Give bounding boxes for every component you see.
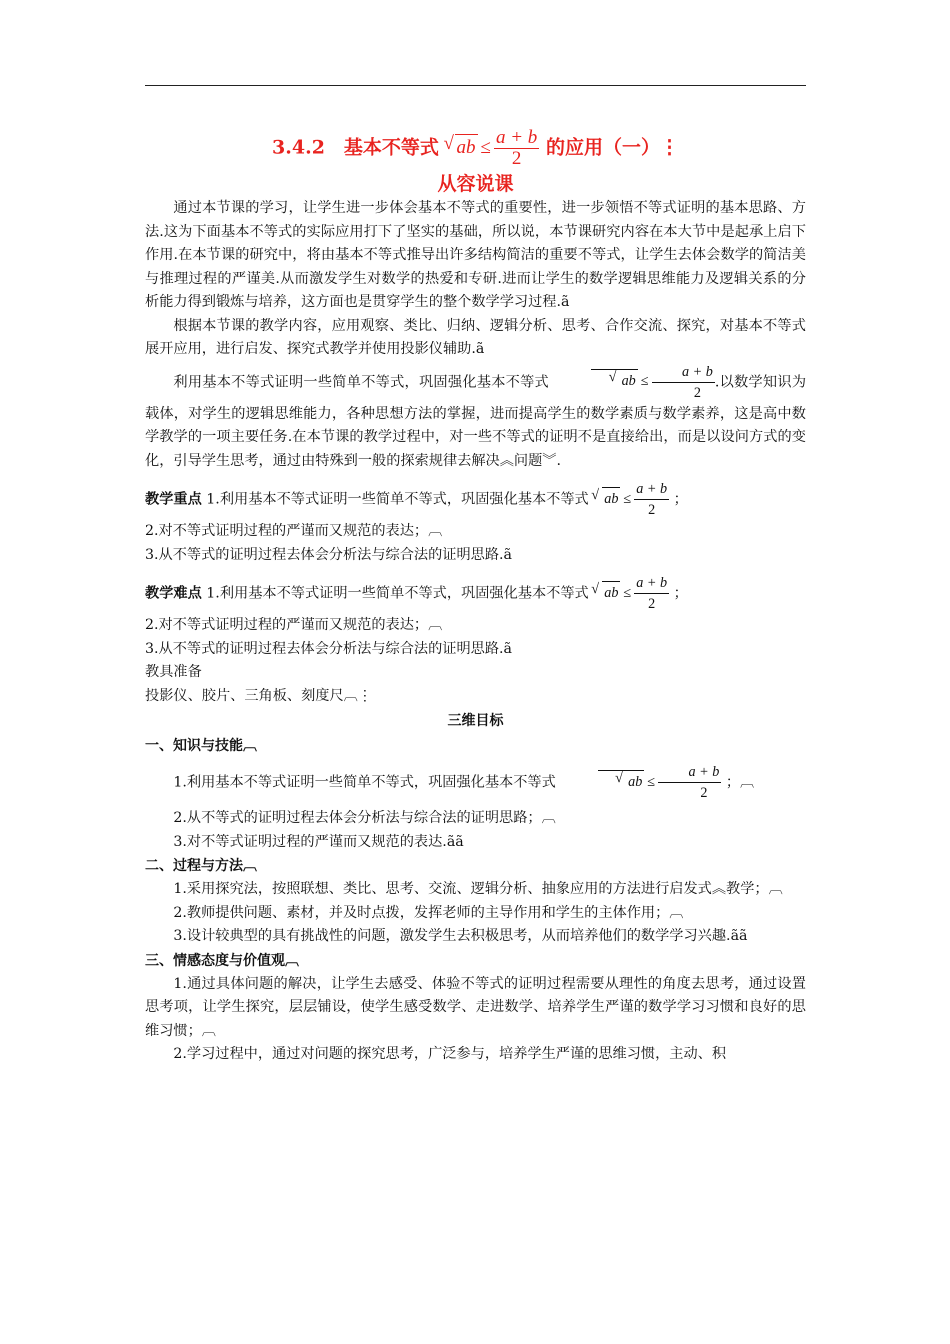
goals-section-1-title: 一、知识与技能︹ <box>145 738 257 754</box>
difficult-points-label: 教学难点 <box>145 585 202 602</box>
goals-s1-item-2: 2.从不等式的证明过程去体会分析法与综合法的证明思路；︹ <box>173 810 556 826</box>
key-points-item-2: 2.对不等式证明过程的严谨而又规范的表达；︹ <box>145 523 443 539</box>
goals-section-2-title: 二、过程与方法︹ <box>145 858 257 874</box>
difficult-points-item-2: 2.对不等式证明过程的严谨而又规范的表达；︹ <box>145 617 443 633</box>
goals-s2-item-2: 2.教师提供问题、素材，并及时点拨，发挥老师的主导作用和学生的主体作用；︹ <box>173 904 684 921</box>
intro-paragraph-2: 根据本节课的教学内容，应用观察、类比、归纳、逻辑分析、思考、合作交流、探究，对基本不等式展开应用，进行启发、探究式教学并使用投影仪辅助.ã <box>145 317 806 357</box>
goals-s3-item-1: 1.通过具体问题的解决，让学生去感受、体验不等式的证明过程需要从理性的角度去思考，通过设置思考项，让学生探究，层层铺设，使学生感受数学、走进数学、培养学生严谨的数学学习习惯和良好的思维习惯；︹ <box>145 975 806 1039</box>
tools-heading: 教具准备 <box>145 664 202 680</box>
tools-list: 投影仪、胶片、三角板、刻度尺︹⋮ <box>145 687 373 704</box>
page-title <box>145 128 806 197</box>
difficult-points-item-3: 3.从不等式的证明过程去体会分析法与综合法的证明思路.ã <box>145 640 513 657</box>
title-prefix: 3.4.2 基本不等式 <box>272 136 439 159</box>
inline-formula: √ ab ≤ $\frac{a + b}{2}$ <box>554 362 715 403</box>
intro-paragraph-1: 通过本节课的学习，让学生进一步体会基本不等式的重要性，进一步领悟不等式证明的基本思路、方法.这为下面基本不等式的实际应用打下了坚实的基础，所以说，本节课研究内容在本大节中是起承上启下作用.在本节课的研究中，将由基本不等式推导出许多结构简洁的重要不等式，让学生去体会数学的简洁美与推理过程的严谨美.从而激发学生对数学的热爱和专研.进而让学生的数学逻辑思维能力及逻辑关系的分析能力得到锻炼与培养，这方面也是贯穿学生的整个数学学习过程.ã <box>145 200 806 310</box>
goals-heading: 三维目标 <box>447 713 504 729</box>
goals-s1-item-3: 3.对不等式证明过程的严谨而又规范的表达.ãã <box>173 833 464 850</box>
title-subtitle: 从容说课 <box>437 173 514 195</box>
intro-paragraph-3: 利用基本不等式证明一些简单不等式，巩固强化基本不等式 √ ab ≤ $\frac{a + b}{2}$ .以数学知识为载体，对学生的逻辑思维能力，各种思想方法的掌握，进而提高学生的数学素质与数学素养，这是高中数学教学的一项主要任务.在本节课的教学过程中，对一些不等式的证明不是直接给出，而是以设问方式的变化，引导学生思考，通过由特殊到一般的探索规律去解决︽问题︾. <box>145 362 806 474</box>
difficult-points-item-1: 教学难点 1.利用基本不等式证明一些简单不等式，巩固强化基本不等式 √ ab ≤ $\frac{a + b}{2}$ ； <box>145 573 806 614</box>
document-page <box>145 128 806 1067</box>
header-rule <box>145 85 806 86</box>
goals-s1-item-1: 1.利用基本不等式证明一些简单不等式，巩固强化基本不等式 √ ab ≤ $\frac{a + b}{2}$ ；︹ <box>145 762 806 803</box>
title-suffix: 的应用（一）⋮ <box>545 136 679 159</box>
key-points-item-1: 教学重点 1.利用基本不等式证明一些简单不等式，巩固强化基本不等式 √ ab ≤ $\frac{a + b}{2}$ ； <box>145 479 806 520</box>
goals-s2-item-1: 1.采用探究法，按照联想、类比、思考、交流、逻辑分析、抽象应用的方法进行启发式︽教学；︹ <box>173 881 783 897</box>
key-points-label: 教学重点 <box>145 491 202 508</box>
goals-s3-item-2: 2.学习过程中，通过对问题的探究思考，广泛参与，培养学生严谨的思维习惯，主动、积 <box>173 1046 727 1062</box>
key-points-item-3: 3.从不等式的证明过程去体会分析法与综合法的证明思路.ã <box>145 546 513 563</box>
goals-s2-item-3: 3.设计较典型的具有挑战性的问题，激发学生去积极思考，从而培养他们的数学学习兴趣.ãã <box>173 928 748 944</box>
goals-section-3-title: 三、情感态度与价值观︹ <box>145 952 299 969</box>
title-formula: √ ab ≤ $\frac{a + b}{2}$ <box>446 128 540 169</box>
